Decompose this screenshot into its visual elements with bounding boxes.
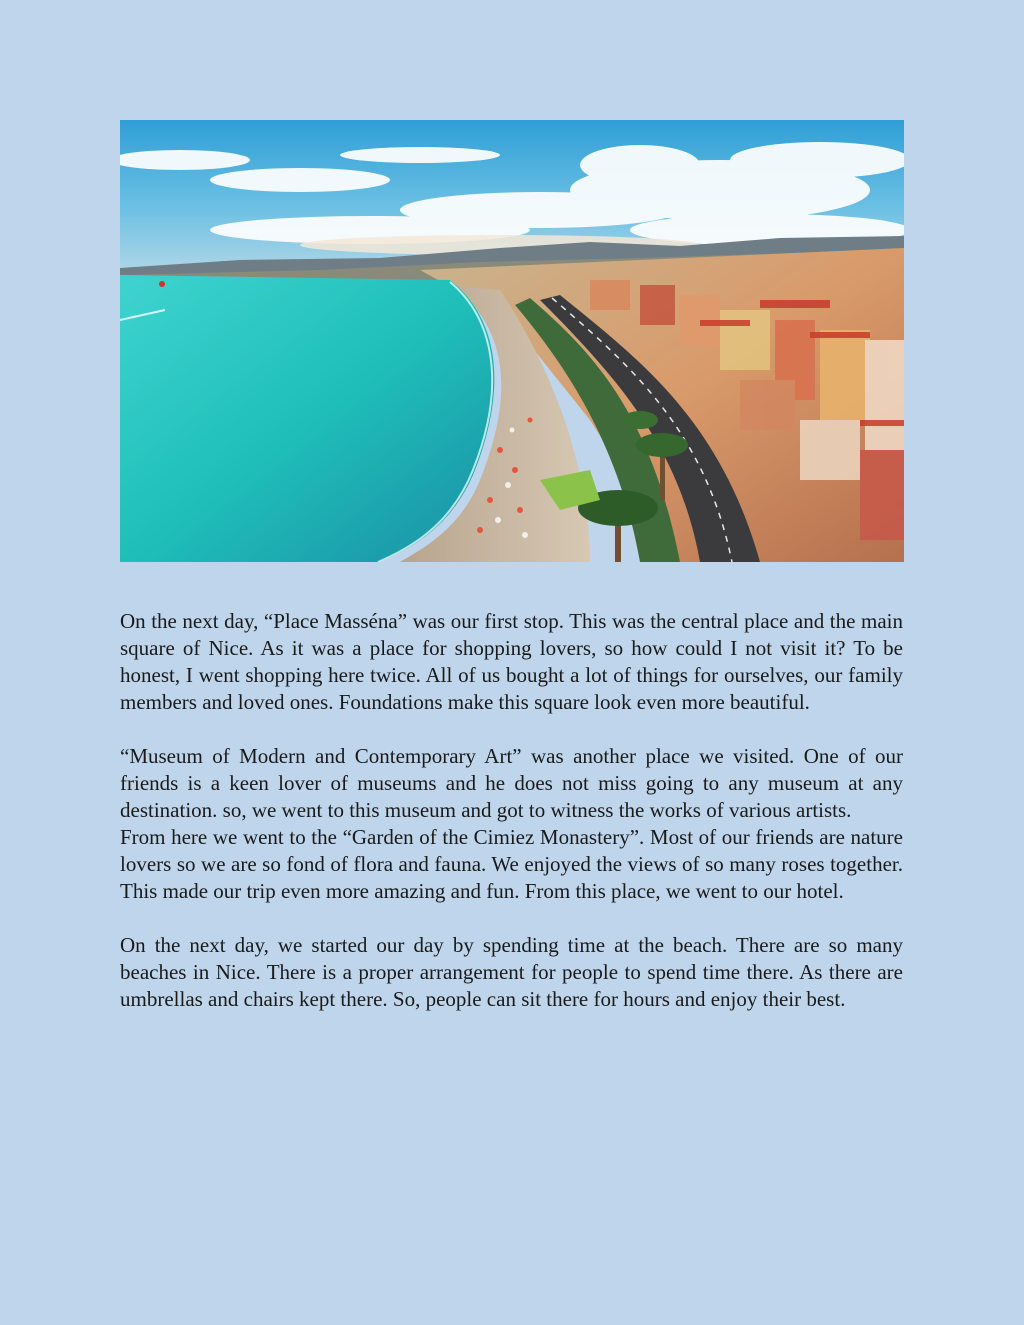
paragraph-spacer bbox=[120, 716, 903, 743]
paragraph-museum: “Museum of Modern and Contemporary Art” was another place we visited. One of our friends is a keen lover of museums and he does not miss going to any museum at any destination. so, we went to this museum and got to witness the works of various artists. bbox=[120, 744, 903, 822]
paragraph-cimiez-garden: From here we went to the “Garden of the Cimiez Monastery”. Most of our friends are nature lovers so we are so fond of flora and fauna. We enjoyed the views of so many roses together. This made our trip even more amazing and fun. From this place, we went to our hotel. bbox=[120, 825, 903, 903]
article-text bbox=[120, 608, 903, 1013]
paragraph-place-massena: On the next day, “Place Masséna” was our first stop. This was the central place and the main square of Nice. As it was a place for shopping lovers, so how could I not visit it? To be honest, I went shopping here twice. All of us bought a lot of things for ourselves, our family members and loved ones. Foundations make this square look even more beautiful. bbox=[120, 609, 903, 714]
paragraph-spacer bbox=[120, 905, 903, 932]
paragraph-beach: On the next day, we started our day by spending time at the beach. There are so many beaches in Nice. There is a proper arrangement for people to spend time there. As there are umbrellas and chairs kept there. So, people can sit there for hours and enjoy their best. bbox=[120, 933, 903, 1011]
nice-promenade-photo bbox=[120, 120, 904, 562]
nice-promenade-illustration bbox=[120, 120, 904, 562]
